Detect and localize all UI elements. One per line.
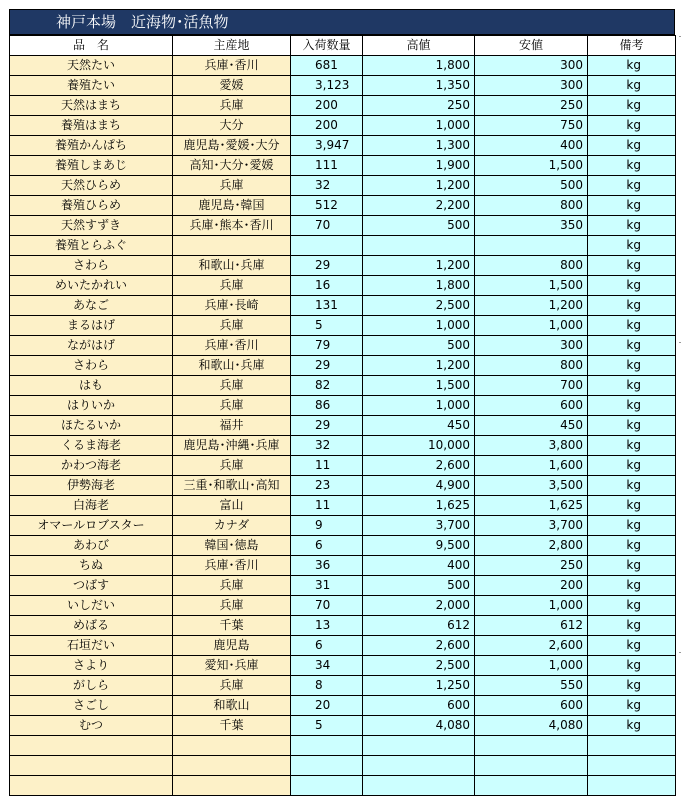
cell-origin[interactable]: 福井: [173, 416, 291, 436]
cell-high-price[interactable]: 612: [363, 616, 475, 636]
cell-remarks[interactable]: kg: [588, 396, 676, 416]
spreadsheet: [9, 9, 675, 796]
cell-quantity[interactable]: [291, 776, 363, 796]
cell-high-price[interactable]: [363, 756, 475, 776]
cell-low-price[interactable]: 600: [475, 396, 588, 416]
cell-high-price[interactable]: 1,000: [363, 116, 475, 136]
cell-origin[interactable]: 兵庫: [173, 316, 291, 336]
table-row: [10, 336, 676, 356]
cell-high-price[interactable]: 1,200: [363, 356, 475, 376]
cell-origin[interactable]: 兵庫･香川: [173, 336, 291, 356]
cell-remarks[interactable]: kg: [588, 476, 676, 496]
cell-name[interactable]: かわつ海老: [10, 456, 173, 476]
cell-name[interactable]: 石垣だい: [10, 636, 173, 656]
cell-quantity[interactable]: 111: [291, 156, 363, 176]
cell-origin[interactable]: 兵庫: [173, 276, 291, 296]
cell-high-price[interactable]: 500: [363, 216, 475, 236]
header-quantity: 入荷数量: [291, 36, 363, 56]
cell-quantity[interactable]: 23: [291, 476, 363, 496]
table-row: [10, 76, 676, 96]
cell-low-price[interactable]: 500: [475, 176, 588, 196]
cell-quantity[interactable]: 681: [291, 56, 363, 76]
cell-name[interactable]: あなご: [10, 296, 173, 316]
cell-low-price[interactable]: 3,500: [475, 476, 588, 496]
cell-remarks[interactable]: kg: [588, 136, 676, 156]
cell-name[interactable]: くるま海老: [10, 436, 173, 456]
cell-name[interactable]: 白海老: [10, 496, 173, 516]
table-row: [10, 96, 676, 116]
cell-remarks[interactable]: kg: [588, 256, 676, 276]
cell-high-price[interactable]: 4,900: [363, 476, 475, 496]
table-row: [10, 576, 676, 596]
cell-origin[interactable]: [173, 736, 291, 756]
table-row: [10, 376, 676, 396]
cell-high-price[interactable]: 1,250: [363, 676, 475, 696]
cell-remarks[interactable]: kg: [588, 156, 676, 176]
cell-quantity[interactable]: 70: [291, 216, 363, 236]
cell-remarks[interactable]: [588, 756, 676, 776]
cell-name[interactable]: めばる: [10, 616, 173, 636]
cell-origin[interactable]: 兵庫: [173, 576, 291, 596]
cell-quantity[interactable]: 79: [291, 336, 363, 356]
cell-remarks[interactable]: kg: [588, 236, 676, 256]
cell-high-price[interactable]: 250: [363, 96, 475, 116]
cell-origin[interactable]: 千葉: [173, 716, 291, 736]
cell-name[interactable]: つばす: [10, 576, 173, 596]
cell-high-price[interactable]: 4,080: [363, 716, 475, 736]
cell-name[interactable]: 養殖しまあじ: [10, 156, 173, 176]
table-row: [10, 256, 676, 276]
cell-remarks[interactable]: [588, 736, 676, 756]
cell-low-price[interactable]: 700: [475, 376, 588, 396]
cell-remarks[interactable]: kg: [588, 296, 676, 316]
cell-origin[interactable]: 鹿児島･沖縄･兵庫: [173, 436, 291, 456]
cell-quantity[interactable]: 20: [291, 696, 363, 716]
cell-low-price[interactable]: 250: [475, 96, 588, 116]
cell-origin[interactable]: 兵庫･香川: [173, 56, 291, 76]
table-row: [10, 756, 676, 776]
cell-name[interactable]: さより: [10, 656, 173, 676]
cell-name[interactable]: さわら: [10, 356, 173, 376]
cell-remarks[interactable]: kg: [588, 456, 676, 476]
cell-quantity[interactable]: 512: [291, 196, 363, 216]
cell-name[interactable]: 天然ひらめ: [10, 176, 173, 196]
cell-remarks[interactable]: kg: [588, 316, 676, 336]
table-row: [10, 156, 676, 176]
cell-origin[interactable]: 和歌山･兵庫: [173, 356, 291, 376]
cell-quantity[interactable]: 11: [291, 456, 363, 476]
price-table: [9, 35, 676, 796]
cell-high-price[interactable]: 3,700: [363, 516, 475, 536]
cell-name[interactable]: がしら: [10, 676, 173, 696]
table-row: [10, 436, 676, 456]
cell-name[interactable]: 養殖たい: [10, 76, 173, 96]
header-high-price: 高値: [363, 36, 475, 56]
scroll-tick: [679, 652, 681, 653]
cell-remarks[interactable]: kg: [588, 416, 676, 436]
cell-low-price[interactable]: 1,000: [475, 596, 588, 616]
cell-name[interactable]: [10, 756, 173, 776]
table-row: [10, 516, 676, 536]
table-row: [10, 676, 676, 696]
cell-name[interactable]: オマールロブスター: [10, 516, 173, 536]
cell-remarks[interactable]: kg: [588, 376, 676, 396]
cell-low-price[interactable]: 350: [475, 216, 588, 236]
table-row: [10, 316, 676, 336]
cell-low-price[interactable]: 2,800: [475, 536, 588, 556]
cell-quantity[interactable]: 36: [291, 556, 363, 576]
cell-name[interactable]: 天然はまち: [10, 96, 173, 116]
cell-origin[interactable]: 鹿児島: [173, 636, 291, 656]
cell-high-price[interactable]: 2,200: [363, 196, 475, 216]
cell-remarks[interactable]: kg: [588, 656, 676, 676]
cell-quantity[interactable]: 16: [291, 276, 363, 296]
cell-quantity[interactable]: 11: [291, 496, 363, 516]
cell-low-price[interactable]: [475, 236, 588, 256]
cell-low-price[interactable]: 550: [475, 676, 588, 696]
cell-remarks[interactable]: kg: [588, 616, 676, 636]
cell-origin[interactable]: 三重･和歌山･高知: [173, 476, 291, 496]
cell-low-price[interactable]: 4,080: [475, 716, 588, 736]
cell-remarks[interactable]: kg: [588, 516, 676, 536]
cell-high-price[interactable]: [363, 236, 475, 256]
cell-origin[interactable]: 高知･大分･愛媛: [173, 156, 291, 176]
cell-high-price[interactable]: 500: [363, 336, 475, 356]
cell-high-price[interactable]: 2,600: [363, 456, 475, 476]
header-origin: 主産地: [173, 36, 291, 56]
cell-name[interactable]: ちぬ: [10, 556, 173, 576]
cell-quantity[interactable]: 32: [291, 436, 363, 456]
cell-quantity[interactable]: 3,947: [291, 136, 363, 156]
table-row: [10, 776, 676, 796]
cell-remarks[interactable]: kg: [588, 116, 676, 136]
cell-quantity[interactable]: 34: [291, 656, 363, 676]
cell-origin[interactable]: 鹿児島･韓国: [173, 196, 291, 216]
table-row: [10, 656, 676, 676]
cell-high-price[interactable]: 1,800: [363, 56, 475, 76]
cell-high-price[interactable]: 2,600: [363, 636, 475, 656]
cell-high-price[interactable]: 9,500: [363, 536, 475, 556]
cell-origin[interactable]: 兵庫: [173, 596, 291, 616]
cell-name[interactable]: 養殖とらふぐ: [10, 236, 173, 256]
cell-quantity[interactable]: 29: [291, 356, 363, 376]
cell-high-price[interactable]: 2,500: [363, 656, 475, 676]
cell-quantity[interactable]: 3,123: [291, 76, 363, 96]
cell-quantity[interactable]: 131: [291, 296, 363, 316]
cell-quantity[interactable]: 13: [291, 616, 363, 636]
cell-name[interactable]: [10, 776, 173, 796]
cell-remarks[interactable]: kg: [588, 336, 676, 356]
cell-remarks[interactable]: kg: [588, 276, 676, 296]
cell-origin[interactable]: 兵庫: [173, 376, 291, 396]
cell-low-price[interactable]: 1,500: [475, 156, 588, 176]
cell-high-price[interactable]: 2,500: [363, 296, 475, 316]
cell-name[interactable]: 天然たい: [10, 56, 173, 76]
cell-low-price[interactable]: 3,800: [475, 436, 588, 456]
table-row: [10, 536, 676, 556]
table-row: [10, 216, 676, 236]
cell-quantity[interactable]: 9: [291, 516, 363, 536]
cell-high-price[interactable]: 10,000: [363, 436, 475, 456]
cell-low-price[interactable]: 1,600: [475, 456, 588, 476]
table-row: [10, 636, 676, 656]
cell-high-price[interactable]: 1,625: [363, 496, 475, 516]
cell-low-price[interactable]: 250: [475, 556, 588, 576]
table-row: [10, 296, 676, 316]
cell-origin[interactable]: [173, 776, 291, 796]
cell-quantity[interactable]: 29: [291, 416, 363, 436]
cell-low-price[interactable]: 300: [475, 56, 588, 76]
cell-quantity[interactable]: [291, 236, 363, 256]
cell-high-price[interactable]: 2,000: [363, 596, 475, 616]
table-row: [10, 716, 676, 736]
table-row: [10, 556, 676, 576]
cell-high-price[interactable]: 1,200: [363, 176, 475, 196]
cell-remarks[interactable]: kg: [588, 76, 676, 96]
cell-origin[interactable]: 愛知･兵庫: [173, 656, 291, 676]
cell-name[interactable]: [10, 736, 173, 756]
cell-name[interactable]: さわら: [10, 256, 173, 276]
cell-remarks[interactable]: kg: [588, 356, 676, 376]
scroll-tick: [679, 342, 681, 343]
cell-low-price[interactable]: 750: [475, 116, 588, 136]
cell-high-price[interactable]: 1,000: [363, 396, 475, 416]
table-row: [10, 136, 676, 156]
cell-low-price[interactable]: 300: [475, 336, 588, 356]
cell-origin[interactable]: 兵庫: [173, 96, 291, 116]
cell-remarks[interactable]: kg: [588, 636, 676, 656]
cell-quantity[interactable]: 6: [291, 636, 363, 656]
cell-low-price[interactable]: 800: [475, 256, 588, 276]
cell-remarks[interactable]: kg: [588, 676, 676, 696]
cell-name[interactable]: 養殖はまち: [10, 116, 173, 136]
table-row: [10, 176, 676, 196]
cell-quantity[interactable]: 86: [291, 396, 363, 416]
cell-name[interactable]: めいたかれい: [10, 276, 173, 296]
cell-remarks[interactable]: kg: [588, 576, 676, 596]
cell-high-price[interactable]: 500: [363, 576, 475, 596]
cell-high-price[interactable]: [363, 776, 475, 796]
cell-remarks[interactable]: kg: [588, 196, 676, 216]
cell-quantity[interactable]: 6: [291, 536, 363, 556]
cell-low-price[interactable]: 1,500: [475, 276, 588, 296]
cell-quantity[interactable]: 82: [291, 376, 363, 396]
cell-name[interactable]: 天然すずき: [10, 216, 173, 236]
cell-remarks[interactable]: kg: [588, 176, 676, 196]
cell-high-price[interactable]: 400: [363, 556, 475, 576]
cell-name[interactable]: 養殖かんぱち: [10, 136, 173, 156]
cell-low-price[interactable]: 1,625: [475, 496, 588, 516]
cell-quantity[interactable]: 70: [291, 596, 363, 616]
cell-quantity[interactable]: 31: [291, 576, 363, 596]
cell-origin[interactable]: 和歌山･兵庫: [173, 256, 291, 276]
cell-low-price[interactable]: 200: [475, 576, 588, 596]
cell-remarks[interactable]: kg: [588, 716, 676, 736]
cell-remarks[interactable]: kg: [588, 96, 676, 116]
cell-name[interactable]: ながはげ: [10, 336, 173, 356]
cell-quantity[interactable]: [291, 736, 363, 756]
cell-low-price[interactable]: 800: [475, 356, 588, 376]
cell-low-price[interactable]: 1,200: [475, 296, 588, 316]
cell-quantity[interactable]: 5: [291, 716, 363, 736]
cell-low-price[interactable]: [475, 776, 588, 796]
cell-high-price[interactable]: 1,800: [363, 276, 475, 296]
header-row: [10, 36, 676, 56]
cell-remarks[interactable]: kg: [588, 436, 676, 456]
cell-name[interactable]: 養殖ひらめ: [10, 196, 173, 216]
cell-high-price[interactable]: 1,900: [363, 156, 475, 176]
cell-high-price[interactable]: 1,200: [363, 256, 475, 276]
cell-low-price[interactable]: 1,000: [475, 656, 588, 676]
cell-remarks[interactable]: kg: [588, 696, 676, 716]
cell-name[interactable]: さごし: [10, 696, 173, 716]
cell-low-price[interactable]: 400: [475, 136, 588, 156]
table-row: [10, 696, 676, 716]
table-row: [10, 276, 676, 296]
cell-origin[interactable]: カナダ: [173, 516, 291, 536]
table-row: [10, 476, 676, 496]
cell-low-price[interactable]: 450: [475, 416, 588, 436]
cell-quantity[interactable]: 8: [291, 676, 363, 696]
cell-name[interactable]: いしだい: [10, 596, 173, 616]
cell-quantity[interactable]: [291, 756, 363, 776]
cell-origin[interactable]: 兵庫: [173, 676, 291, 696]
cell-remarks[interactable]: [588, 776, 676, 796]
table-row: [10, 396, 676, 416]
cell-origin[interactable]: 兵庫: [173, 456, 291, 476]
cell-remarks[interactable]: kg: [588, 56, 676, 76]
cell-name[interactable]: 伊勢海老: [10, 476, 173, 496]
cell-name[interactable]: ほたるいか: [10, 416, 173, 436]
cell-remarks[interactable]: kg: [588, 556, 676, 576]
cell-origin[interactable]: [173, 756, 291, 776]
cell-high-price[interactable]: 1,350: [363, 76, 475, 96]
cell-origin[interactable]: 兵庫: [173, 176, 291, 196]
cell-origin[interactable]: 愛媛: [173, 76, 291, 96]
cell-origin[interactable]: 鹿児島･愛媛･大分: [173, 136, 291, 156]
cell-origin[interactable]: 兵庫･長崎: [173, 296, 291, 316]
cell-name[interactable]: はも: [10, 376, 173, 396]
cell-name[interactable]: まるはげ: [10, 316, 173, 336]
cell-low-price[interactable]: 612: [475, 616, 588, 636]
cell-low-price[interactable]: [475, 756, 588, 776]
cell-low-price[interactable]: 800: [475, 196, 588, 216]
table-row: [10, 456, 676, 476]
cell-remarks[interactable]: kg: [588, 496, 676, 516]
table-row: [10, 196, 676, 216]
cell-name[interactable]: はりいか: [10, 396, 173, 416]
cell-high-price[interactable]: 600: [363, 696, 475, 716]
table-row: [10, 496, 676, 516]
table-row: [10, 616, 676, 636]
cell-low-price[interactable]: 3,700: [475, 516, 588, 536]
cell-quantity[interactable]: 32: [291, 176, 363, 196]
cell-origin[interactable]: 大分: [173, 116, 291, 136]
table-row: [10, 116, 676, 136]
cell-high-price[interactable]: 1,300: [363, 136, 475, 156]
cell-low-price[interactable]: [475, 736, 588, 756]
cell-low-price[interactable]: 1,000: [475, 316, 588, 336]
scroll-tick: [679, 36, 681, 37]
cell-origin[interactable]: 韓国･徳島: [173, 536, 291, 556]
cell-high-price[interactable]: 450: [363, 416, 475, 436]
table-row: [10, 596, 676, 616]
table-row: [10, 416, 676, 436]
cell-high-price[interactable]: [363, 736, 475, 756]
cell-quantity[interactable]: 200: [291, 116, 363, 136]
cell-origin[interactable]: 兵庫･熊本･香川: [173, 216, 291, 236]
cell-remarks[interactable]: kg: [588, 536, 676, 556]
cell-low-price[interactable]: 2,600: [475, 636, 588, 656]
header-remarks: 備考: [588, 36, 676, 56]
cell-quantity[interactable]: 5: [291, 316, 363, 336]
table-row: [10, 236, 676, 256]
header-low-price: 安値: [475, 36, 588, 56]
cell-remarks[interactable]: kg: [588, 596, 676, 616]
cell-quantity[interactable]: 29: [291, 256, 363, 276]
cell-high-price[interactable]: 1,500: [363, 376, 475, 396]
cell-origin[interactable]: 富山: [173, 496, 291, 516]
table-row: [10, 356, 676, 376]
cell-high-price[interactable]: 1,000: [363, 316, 475, 336]
cell-low-price[interactable]: 300: [475, 76, 588, 96]
cell-origin[interactable]: 兵庫･香川: [173, 556, 291, 576]
cell-low-price[interactable]: 600: [475, 696, 588, 716]
cell-origin[interactable]: 兵庫: [173, 396, 291, 416]
cell-remarks[interactable]: kg: [588, 216, 676, 236]
table-row: [10, 736, 676, 756]
cell-origin[interactable]: 千葉: [173, 616, 291, 636]
sheet-title: 神戸本場 近海物･活魚物: [9, 9, 675, 35]
table-row: [10, 56, 676, 76]
cell-origin[interactable]: 和歌山: [173, 696, 291, 716]
cell-name[interactable]: あわび: [10, 536, 173, 556]
cell-quantity[interactable]: 200: [291, 96, 363, 116]
cell-name[interactable]: むつ: [10, 716, 173, 736]
cell-origin[interactable]: [173, 236, 291, 256]
header-name: 品 名: [10, 36, 173, 56]
